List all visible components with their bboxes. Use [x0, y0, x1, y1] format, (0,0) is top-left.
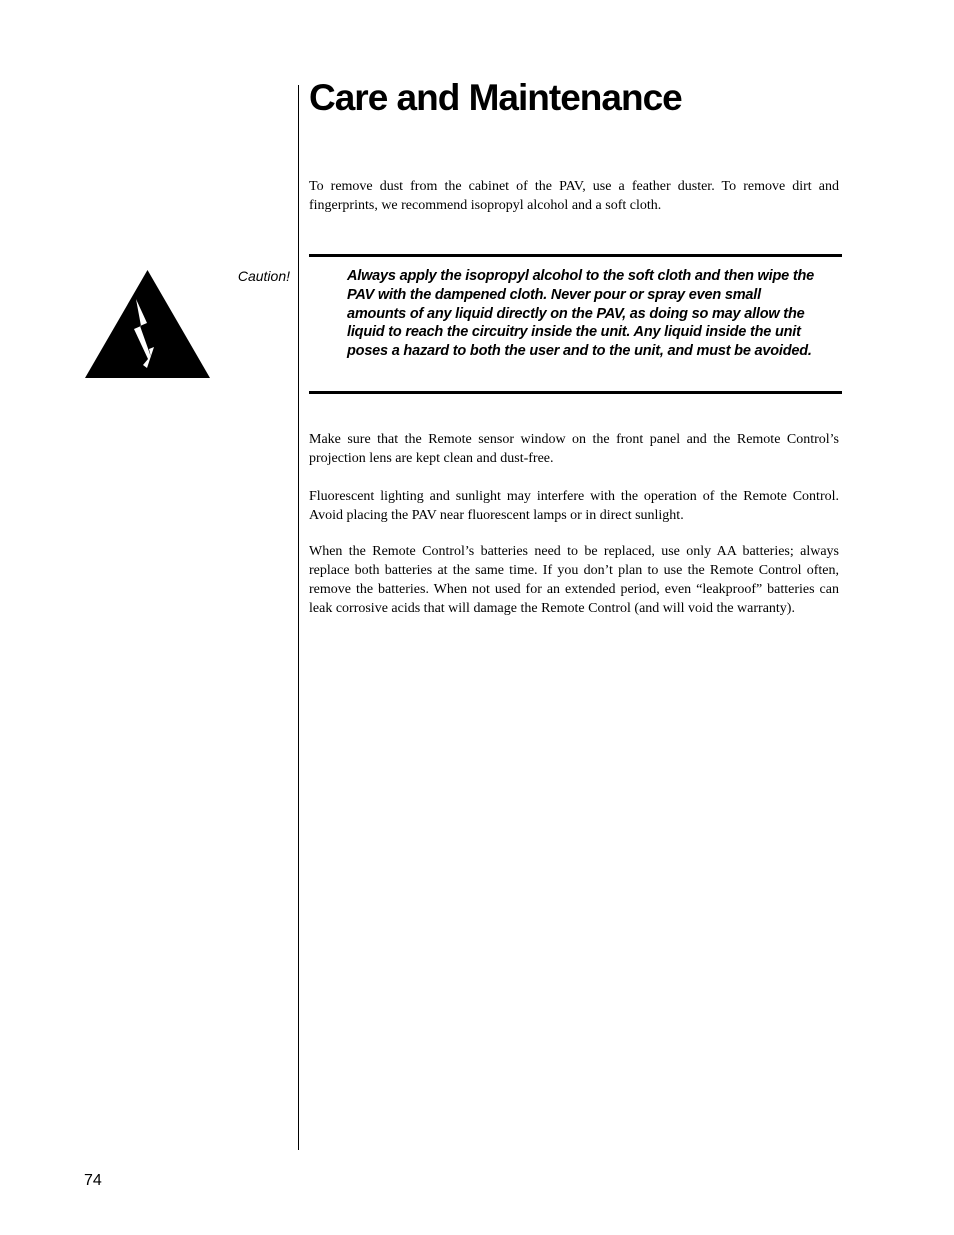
- caution-label: Caution!: [237, 268, 290, 284]
- caution-bottom-rule: [309, 391, 842, 394]
- page-number: 74: [84, 1172, 102, 1189]
- electrical-hazard-warning-triangle-icon: [84, 269, 211, 379]
- caution-text: Always apply the isopropyl alcohol to the soft cloth and then wipe the PAV with the dampened cloth. Never pour or spray even small amounts of any liquid directly on the PAV, as doing so may allow the liquid to reach the circuitry inside the unit. Any liquid inside the unit poses a hazard to both the user and to the unit, and must be avoided.: [347, 268, 814, 360]
- column-divider: [298, 85, 299, 1150]
- caution-top-rule: [309, 254, 842, 257]
- intro-paragraph: To remove dust from the cabinet of the PAV, use a feather duster. To remove dirt and fingerprints, we recommend isopropyl alcohol and a soft cloth.: [309, 179, 839, 213]
- batteries-paragraph: When the Remote Control’s batteries need to be replaced, use only AA batteries; always replace both batteries at the same time. If you don’t plan to use the Remote Control often, remove the batteries. When not used for an extended period, even “leakproof” batteries can leak corrosive acids that will damage the Remote Control (and will void the warranty).: [309, 544, 839, 616]
- lighting-paragraph: Fluorescent lighting and sunlight may interfere with the operation of the Remote Control. Avoid placing the PAV near fluorescent lamps or in direct sunlight.: [309, 489, 839, 523]
- remote-sensor-paragraph: Make sure that the Remote sensor window on the front panel and the Remote Control’s projection lens are kept clean and dust-free.: [309, 432, 839, 466]
- page-title: Care and Maintenance: [309, 77, 682, 118]
